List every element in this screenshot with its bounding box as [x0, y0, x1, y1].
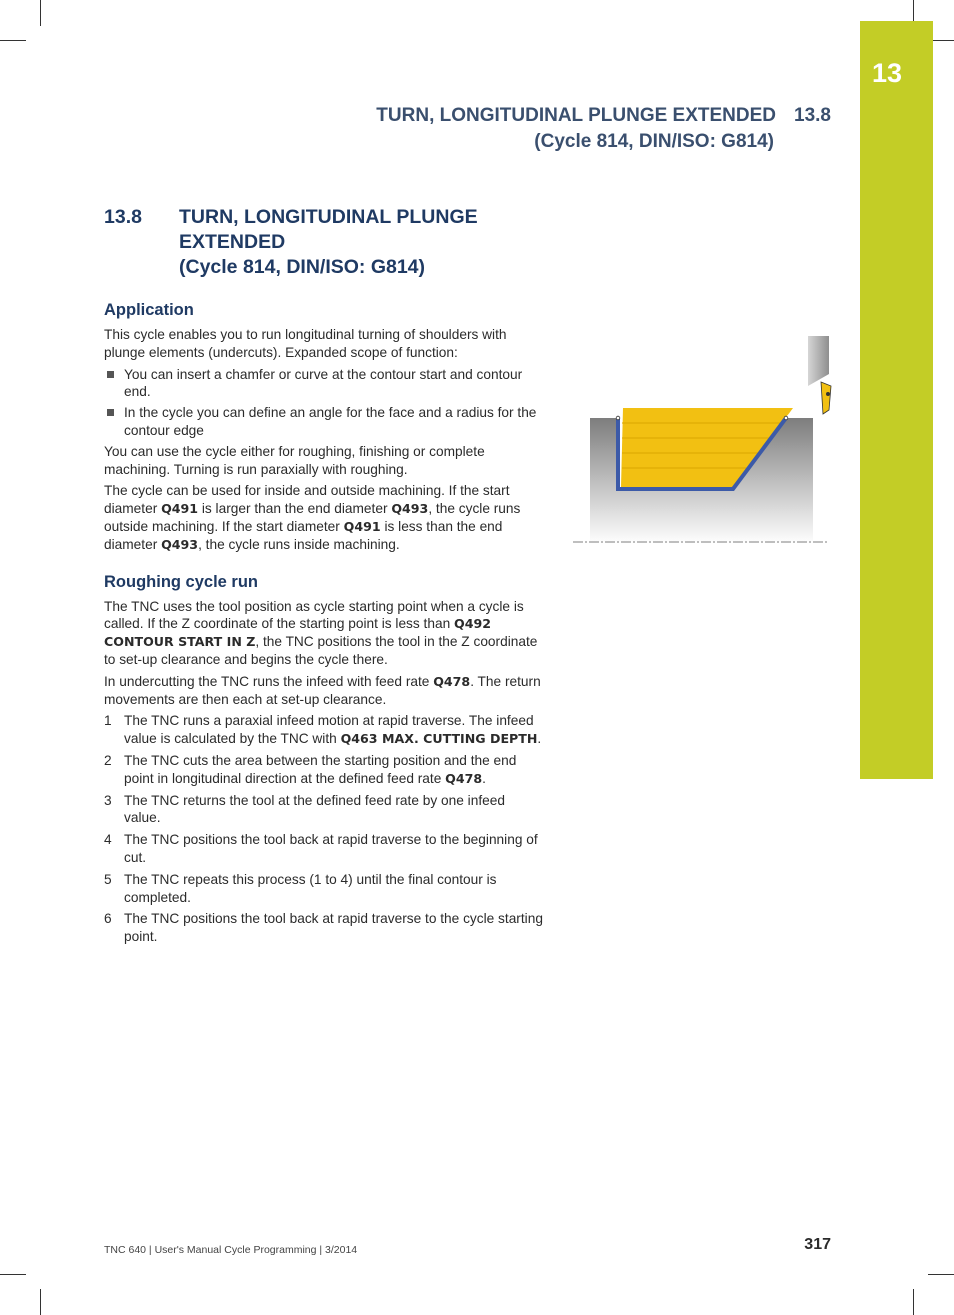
running-head-section-number: 13.8: [794, 105, 831, 126]
end-point-marker: [784, 416, 788, 420]
section-title-line-3: (Cycle 814, DIN/ISO: G814): [179, 256, 426, 278]
param-q478: Q478: [445, 770, 483, 786]
application-para-3: [104, 482, 544, 553]
text: The TNC returns the tool at the defined feed rate by one infeed value.: [124, 792, 505, 826]
text: . The return movements are then each at set-up clearance.: [104, 673, 541, 707]
text: , the TNC positions the tool in the Z coordinate to set-up clearance and begins the cycle there.: [104, 634, 538, 667]
crop-mark: [0, 1274, 26, 1275]
param-q463: Q463 MAX. CUTTING DEPTH: [340, 731, 538, 747]
footer-text: TNC 640 | User's Manual Cycle Programming | 3/2014: [104, 1244, 358, 1256]
text: .: [537, 731, 542, 747]
list-item: [104, 871, 544, 907]
roughing-para-2: [104, 673, 544, 709]
text: is less than the end diameter: [104, 518, 503, 552]
tool-holder: [808, 336, 829, 386]
step-number: 6: [104, 911, 112, 927]
list-item: [104, 712, 544, 748]
param-q491: Q491: [161, 501, 199, 517]
crop-mark: [40, 1289, 41, 1315]
param-q492: Q492 CONTOUR START IN Z: [104, 616, 491, 650]
roughing-para-1: [104, 598, 544, 669]
crop-mark: [928, 1274, 954, 1275]
param-q493: Q493: [391, 501, 429, 517]
param-q478: Q478: [433, 673, 471, 689]
list-item: [104, 910, 544, 946]
list-item: [104, 831, 544, 867]
crop-mark: [913, 1289, 914, 1315]
running-head: [376, 103, 831, 155]
step-number: 4: [104, 832, 112, 848]
start-point-marker: [616, 416, 620, 420]
bullet-text: In the cycle you can define an angle for the face and a radius for the contour edge: [124, 405, 537, 438]
list-item: [104, 366, 544, 402]
application-intro: This cycle enables you to run longitudinal turning of shoulders with plunge elements (undercuts). Expanded scope of function:: [104, 327, 507, 360]
application-heading: Application: [104, 301, 194, 319]
bullet-square-icon: [107, 409, 114, 416]
text: The TNC positions the tool back at rapid traverse to the beginning of cut.: [124, 832, 538, 865]
param-q493: Q493: [161, 536, 199, 552]
list-item: [104, 792, 544, 828]
running-head-title: TURN, LONGITUDINAL PLUNGE EXTENDED: [376, 105, 777, 126]
text: , the cycle runs inside machining.: [198, 536, 400, 552]
list-item: [104, 752, 544, 788]
text: The TNC cuts the area between the starting position and the end point in longitudinal direction at the defined feed rate: [124, 752, 517, 786]
section-title-line-2: EXTENDED: [179, 231, 286, 253]
bullet-text: You can insert a chamfer or curve at the contour start and contour end.: [124, 366, 523, 400]
crop-mark: [40, 0, 41, 26]
chapter-tab: [860, 21, 933, 779]
list-item: [104, 404, 544, 440]
turning-illustration: [573, 334, 833, 549]
text: The TNC uses the tool position as cycle starting point when a cycle is called. If the Z coordinate of the starting point is less than: [104, 598, 524, 632]
roughing-steps: [104, 712, 544, 946]
chapter-number: 13: [872, 58, 903, 88]
text: In undercutting the TNC runs the infeed with feed rate: [104, 673, 434, 689]
text: is larger than the end diameter: [198, 501, 392, 517]
page-number: 317: [804, 1236, 831, 1253]
main-content: [104, 300, 544, 950]
crop-mark: [0, 40, 26, 41]
step-number: 2: [104, 752, 112, 768]
application-bullets: [104, 366, 544, 440]
text: The TNC positions the tool back at rapid traverse to the cycle starting point.: [124, 911, 543, 945]
bullet-square-icon: [107, 371, 114, 378]
section-number: 13.8: [104, 206, 142, 228]
step-number: 1: [104, 713, 112, 729]
cutting-insert: [821, 382, 831, 414]
text: The TNC runs a paraxial infeed motion at rapid traverse. The infeed value is calculated by the TNC with: [124, 713, 534, 747]
param-q491: Q491: [343, 518, 381, 534]
text: , the cycle runs outside machining. If the start diameter: [104, 501, 521, 534]
application-para-2: You can use the cycle either for roughing, finishing or complete machining. Turning is run paraxially with roughing.: [104, 443, 485, 477]
running-head-subtitle: (Cycle 814, DIN/ISO: G814): [534, 131, 774, 152]
text: The cycle can be used for inside and outside machining. If the start diameter: [104, 483, 510, 517]
step-number: 5: [104, 871, 112, 887]
roughing-heading: Roughing cycle run: [104, 572, 259, 591]
insert-screw: [826, 392, 830, 396]
text: .: [482, 770, 486, 786]
step-number: 3: [104, 792, 112, 808]
section-title-line-1: TURN, LONGITUDINAL PLUNGE: [179, 206, 478, 228]
text: The TNC repeats this process (1 to 4) until the final contour is completed.: [124, 871, 497, 905]
